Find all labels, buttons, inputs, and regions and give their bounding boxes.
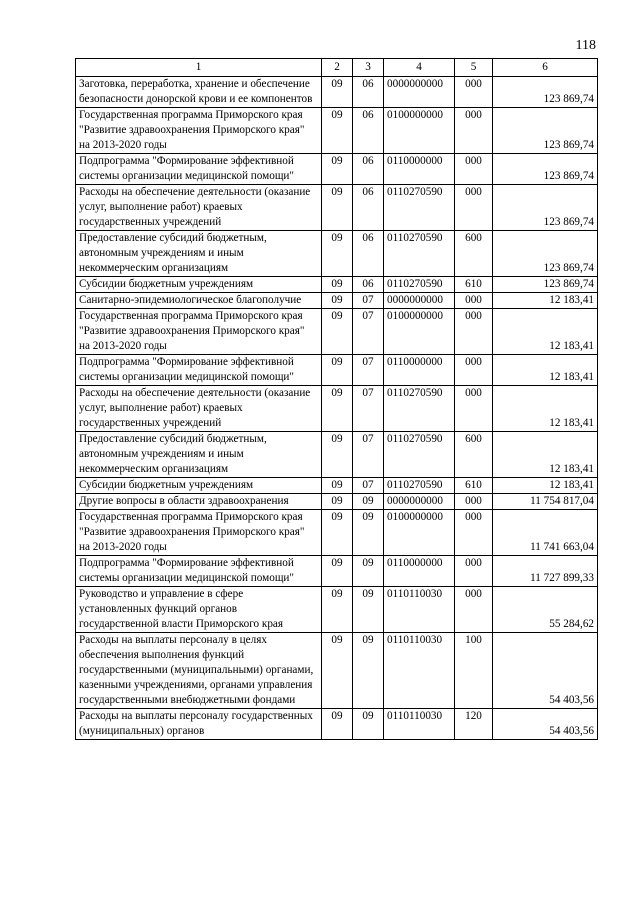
header-cell: 1 (76, 59, 322, 77)
target-article-code: 0110270590 (384, 386, 455, 432)
page-number: 118 (575, 38, 596, 53)
subsection-code: 09 (353, 510, 384, 556)
amount: 12 183,41 (493, 309, 598, 355)
table-row (76, 494, 598, 510)
amount: 12 183,41 (493, 478, 598, 494)
expense-type-code: 000 (455, 77, 493, 108)
amount: 123 869,74 (493, 277, 598, 293)
expense-type-code: 120 (455, 709, 493, 740)
table-row (76, 510, 598, 556)
table-row (76, 478, 598, 494)
row-name: Заготовка, переработка, хранение и обеспечение безопасности донорской крови и ее компонентов (76, 77, 322, 108)
expense-type-code: 000 (455, 386, 493, 432)
amount: 54 403,56 (493, 709, 598, 740)
header-cell: 3 (353, 59, 384, 77)
subsection-code: 09 (353, 709, 384, 740)
target-article-code: 0110000000 (384, 355, 455, 386)
table-row (76, 154, 598, 185)
target-article-code: 0110270590 (384, 478, 455, 494)
subsection-code: 07 (353, 386, 384, 432)
target-article-code: 0110000000 (384, 556, 455, 587)
table-row (76, 633, 598, 709)
amount: 123 869,74 (493, 231, 598, 277)
row-name: Другие вопросы в области здравоохранения (76, 494, 322, 510)
section-code: 09 (322, 587, 353, 633)
table-row (76, 77, 598, 108)
section-code: 09 (322, 231, 353, 277)
section-code: 09 (322, 108, 353, 154)
amount: 12 183,41 (493, 432, 598, 478)
table-header-row (76, 59, 598, 77)
row-name: Государственная программа Приморского края "Развитие здравоохранения Приморского края" на 2013-2020 годы (76, 510, 322, 556)
table-row (76, 293, 598, 309)
subsection-code: 06 (353, 77, 384, 108)
target-article-code: 0110110030 (384, 587, 455, 633)
amount: 11 754 817,04 (493, 494, 598, 510)
table-row (76, 587, 598, 633)
target-article-code: 0110110030 (384, 709, 455, 740)
section-code: 09 (322, 709, 353, 740)
row-name: Подпрограмма "Формирование эффективной системы организации медицинской помощи" (76, 154, 322, 185)
subsection-code: 06 (353, 154, 384, 185)
table-row (76, 709, 598, 740)
target-article-code: 0000000000 (384, 293, 455, 309)
target-article-code: 0110000000 (384, 154, 455, 185)
target-article-code: 0000000000 (384, 77, 455, 108)
header-cell: 5 (455, 59, 493, 77)
expense-type-code: 000 (455, 494, 493, 510)
table-row (76, 277, 598, 293)
table-row (76, 231, 598, 277)
subsection-code: 06 (353, 185, 384, 231)
expense-type-code: 000 (455, 510, 493, 556)
expense-type-code: 000 (455, 293, 493, 309)
header-cell: 6 (493, 59, 598, 77)
section-code: 09 (322, 478, 353, 494)
section-code: 09 (322, 432, 353, 478)
row-name: Подпрограмма "Формирование эффективной системы организации медицинской помощи" (76, 355, 322, 386)
header-cell: 2 (322, 59, 353, 77)
expense-type-code: 100 (455, 633, 493, 709)
amount: 11 741 663,04 (493, 510, 598, 556)
section-code: 09 (322, 510, 353, 556)
amount: 123 869,74 (493, 77, 598, 108)
expense-type-code: 610 (455, 478, 493, 494)
amount: 123 869,74 (493, 185, 598, 231)
amount: 11 727 899,33 (493, 556, 598, 587)
expense-type-code: 600 (455, 231, 493, 277)
row-name: Предоставление субсидий бюджетным, автономным учреждениям и иным некоммерческим организациям (76, 432, 322, 478)
expense-type-code: 000 (455, 355, 493, 386)
row-name: Предоставление субсидий бюджетным, автономным учреждениям и иным некоммерческим организациям (76, 231, 322, 277)
table-row (76, 108, 598, 154)
amount: 54 403,56 (493, 633, 598, 709)
row-name: Руководство и управление в сфере установленных функций органов государственной власти Приморского края (76, 587, 322, 633)
target-article-code: 0100000000 (384, 510, 455, 556)
target-article-code: 0110270590 (384, 231, 455, 277)
amount: 12 183,41 (493, 355, 598, 386)
budget-table (75, 58, 598, 740)
subsection-code: 06 (353, 277, 384, 293)
subsection-code: 07 (353, 432, 384, 478)
subsection-code: 07 (353, 478, 384, 494)
subsection-code: 09 (353, 633, 384, 709)
section-code: 09 (322, 77, 353, 108)
target-article-code: 0100000000 (384, 108, 455, 154)
target-article-code: 0110110030 (384, 633, 455, 709)
section-code: 09 (322, 309, 353, 355)
expense-type-code: 610 (455, 277, 493, 293)
amount: 123 869,74 (493, 108, 598, 154)
amount: 55 284,62 (493, 587, 598, 633)
section-code: 09 (322, 293, 353, 309)
amount: 12 183,41 (493, 386, 598, 432)
subsection-code: 09 (353, 556, 384, 587)
expense-type-code: 600 (455, 432, 493, 478)
expense-type-code: 000 (455, 309, 493, 355)
row-name: Государственная программа Приморского края "Развитие здравоохранения Приморского края" на 2013-2020 годы (76, 108, 322, 154)
section-code: 09 (322, 277, 353, 293)
expense-type-code: 000 (455, 185, 493, 231)
row-name: Подпрограмма "Формирование эффективной системы организации медицинской помощи" (76, 556, 322, 587)
target-article-code: 0110270590 (384, 277, 455, 293)
subsection-code: 07 (353, 293, 384, 309)
target-article-code: 0100000000 (384, 309, 455, 355)
amount: 12 183,41 (493, 293, 598, 309)
section-code: 09 (322, 185, 353, 231)
table-row (76, 185, 598, 231)
section-code: 09 (322, 633, 353, 709)
section-code: 09 (322, 494, 353, 510)
row-name: Субсидии бюджетным учреждениям (76, 478, 322, 494)
table-row (76, 556, 598, 587)
row-name: Расходы на выплаты персоналу государственных (муниципальных) органов (76, 709, 322, 740)
row-name: Субсидии бюджетным учреждениям (76, 277, 322, 293)
target-article-code: 0000000000 (384, 494, 455, 510)
expense-type-code: 000 (455, 556, 493, 587)
expense-type-code: 000 (455, 108, 493, 154)
subsection-code: 07 (353, 355, 384, 386)
subsection-code: 07 (353, 309, 384, 355)
target-article-code: 0110270590 (384, 432, 455, 478)
section-code: 09 (322, 154, 353, 185)
table-row (76, 355, 598, 386)
table-row (76, 432, 598, 478)
target-article-code: 0110270590 (384, 185, 455, 231)
table-row (76, 309, 598, 355)
row-name: Расходы на выплаты персоналу в целях обеспечения выполнения функций государственными (муниципальными) органами, казенными учреждениями, органами управления государственными внебюджетными фондами (76, 633, 322, 709)
row-name: Санитарно-эпидемиологическое благополучие (76, 293, 322, 309)
subsection-code: 06 (353, 231, 384, 277)
subsection-code: 06 (353, 108, 384, 154)
table-row (76, 386, 598, 432)
section-code: 09 (322, 556, 353, 587)
amount: 123 869,74 (493, 154, 598, 185)
row-name: Расходы на обеспечение деятельности (оказание услуг, выполнение работ) краевых государственных учреждений (76, 386, 322, 432)
section-code: 09 (322, 386, 353, 432)
row-name: Государственная программа Приморского края "Развитие здравоохранения Приморского края" на 2013-2020 годы (76, 309, 322, 355)
row-name: Расходы на обеспечение деятельности (оказание услуг, выполнение работ) краевых государственных учреждений (76, 185, 322, 231)
expense-type-code: 000 (455, 154, 493, 185)
expense-type-code: 000 (455, 587, 493, 633)
subsection-code: 09 (353, 494, 384, 510)
section-code: 09 (322, 355, 353, 386)
subsection-code: 09 (353, 587, 384, 633)
header-cell: 4 (384, 59, 455, 77)
